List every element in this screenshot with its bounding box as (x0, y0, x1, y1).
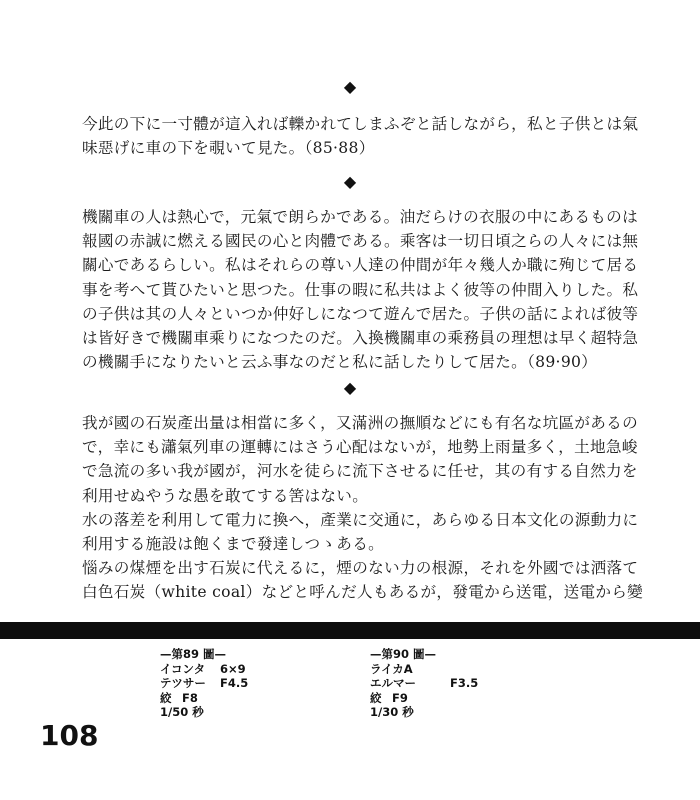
caption-row (370, 662, 478, 677)
paragraph-line: 事を考へて貰ひたいと思つた。仕事の暇に私共はよく彼等の仲間入りした。私 (82, 280, 639, 299)
paragraph-line: は皆好きで機關車乘りになつたのだ。入換機關車の乘務員の理想は早く超特急 (82, 329, 639, 348)
caption-row (160, 676, 248, 691)
paragraph-line: 水の落差を利用して電力に換へ，產業に交通に，あらゆる日本文化の源動力に (82, 510, 639, 529)
page-number: 108 (40, 719, 99, 752)
caption-label: イコンタ (160, 661, 206, 676)
caption-row (370, 691, 478, 706)
paragraph-line: 味惡げに車の下を覗いて見た。（85·88） (82, 139, 375, 158)
paragraph-line: 利用する施設は飽くまで發達しつゝある。 (82, 535, 384, 554)
caption-label: 絞 (160, 690, 172, 705)
caption-label: テツサー (160, 676, 206, 691)
caption-row (160, 691, 248, 706)
section-separator-icon: ◆ (343, 172, 357, 191)
paragraph-2 (82, 205, 639, 374)
paragraph-line: 今此の下に一寸體が這入れば轢かれてしまふぞと話しながら，私と子供とは氣 (82, 115, 639, 133)
section-separator-icon: ◆ (343, 378, 357, 397)
black-divider-band (0, 622, 700, 639)
caption-label: 1/50 秒 (160, 705, 204, 720)
paragraph-line: の子供は其の人々といつか仲好しになつて遊んで居た。子供の話によれば彼等 (82, 304, 639, 323)
paragraph-line: 利用せぬやうな愚を敢てする筈はない。 (82, 486, 369, 505)
paragraph-3 (82, 411, 644, 605)
paragraph-line: 惱みの煤煙を出す石炭に代えるに，煙のない力の根源，それを外國では洒落て (82, 559, 639, 578)
caption-row (370, 705, 478, 720)
paragraph-line: で急流の多い我が國が，河水を徒らに流下させるに任せ，其の有する自然力を (82, 462, 638, 481)
caption-value: F4.5 (220, 676, 249, 691)
paragraph-line: 白色石炭（white coal）などと呼んだ人もあるが，發電から送電，送電から變 (82, 583, 644, 602)
caption-label: ライカA (370, 661, 413, 676)
caption-row (370, 676, 478, 691)
caption-label: 絞 (370, 690, 382, 705)
caption-heading: —第89 圖— (160, 647, 227, 661)
paragraph-1 (82, 112, 639, 160)
paragraph-line: 關心であるらしい。私はそれらの尊い人達の仲間が年々幾人か職に殉じて居る (82, 256, 639, 275)
caption-row (160, 662, 248, 677)
paragraph-line: で，幸にも瀟氣列車の運轉にはさう心配はないが，地勢上雨量多く，土地急峻 (82, 438, 638, 457)
caption-heading: —第90 圖— (370, 647, 437, 661)
caption-value: 6×9 (220, 661, 246, 676)
caption-value: F3.5 (450, 676, 479, 691)
section-separator-icon: ◆ (343, 77, 357, 96)
paragraph-line: 報國の赤誠に燃える國民の心と肉體である。乘客は一切日頃之らの人々には無 (82, 232, 639, 251)
caption-value: F8 (182, 690, 198, 705)
photo-caption-90 (370, 647, 478, 720)
caption-label: 1/30 秒 (370, 705, 414, 720)
paragraph-line: の機關手になりたいと云ふ事なのだと私に話したりして居た。（89·90） (82, 353, 598, 372)
paragraph-line: 機關車の人は熱心で，元氣で朗らかである。油だらけの衣服の中にあるものは (82, 208, 638, 226)
caption-row (160, 705, 248, 720)
photo-caption-89 (160, 647, 248, 720)
paragraph-line: 我が國の石炭產出量は相當に多く，又滿洲の撫順などにも有名な坑區があるの (82, 414, 638, 432)
caption-label: エルマー (370, 676, 416, 691)
caption-value: F9 (392, 690, 408, 705)
